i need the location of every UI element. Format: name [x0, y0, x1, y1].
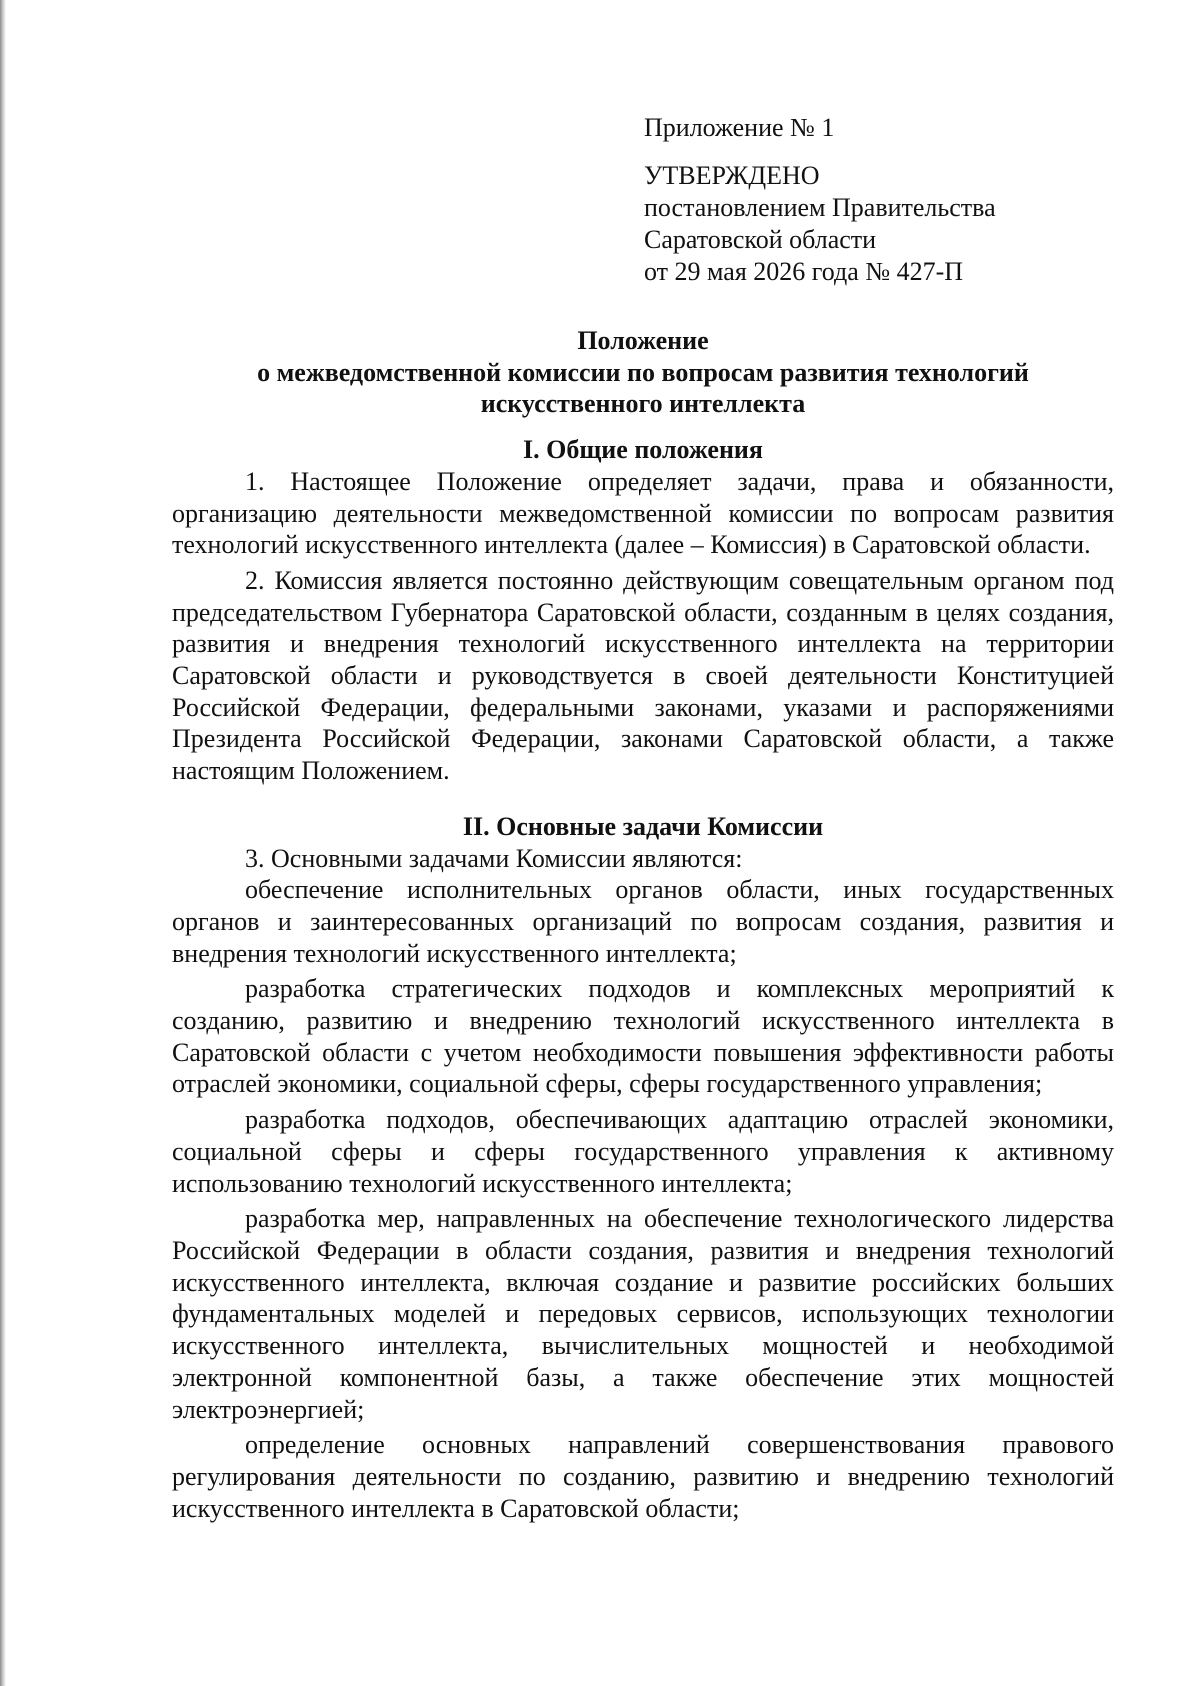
- scan-edge-shadow: [0, 0, 6, 1686]
- task-item-2: разработка стратегических подходов и комплексных мероприятий к созданию, развитию и внедрению технологий искусственного интеллекта в Саратовской области с учетом необходимости повышения эффективности работы отраслей экономики, социальной сферы, сферы государственного управления;: [172, 974, 1114, 1099]
- approval-stamp-block: [644, 112, 1104, 288]
- section-1-heading: I. Общие положения: [523, 435, 763, 465]
- document-body: [172, 325, 1114, 1524]
- title-line-2: о межведомственной комиссии по вопросам развития технологий: [257, 357, 1029, 387]
- title-line-3: искусственного интеллекта: [480, 389, 806, 419]
- title-line-1: Положение: [577, 326, 709, 355]
- document-title: [172, 325, 1114, 420]
- approval-line-1: постановлением Правительства: [644, 193, 996, 222]
- approval-line-2: Саратовской области: [644, 225, 877, 254]
- annex-number: Приложение № 1: [644, 113, 835, 142]
- section-2-heading: II. Основные задачи Комиссии: [462, 811, 824, 841]
- task-item-5: определение основных направлений совершенствования правового регулирования деятельности по созданию, развитию и внедрению технологий искусственного интеллекта в Саратовской области;: [172, 1430, 1114, 1523]
- paragraph-2: 2. Комиссия является постоянно действующим совещательным органом под председательством Губернатора Саратовской области, созданным в целях создания, развития и внедрения технологий искусственного интеллекта на территории Саратовской области и руководствуется в своей деятельности Конституцией Российской Федерации, федеральными законами, указами и распоряжениями Президента Российской Федерации, законами Саратовской области, а также настоящим Положением.: [172, 565, 1114, 786]
- approval-date-number: от 29 мая 2026 года № 427-П: [644, 257, 964, 286]
- paragraph-1: 1. Настоящее Положение определяет задачи, права и обязанности, организацию деятельности межведомственной комиссии по вопросам развития технологий искусственного интеллекта (далее – Комиссия) в Саратовской области.: [172, 466, 1114, 560]
- task-item-4: разработка мер, направленных на обеспечение технологического лидерства Российской Федерации в области создания, развития и внедрения технологий искусственного интеллекта, включая создание и развитие российских больших фундаментальных моделей и передовых сервисов, использующих технологии искусственного интеллекта, вычислительных мощностей и необходимой электронной компонентной базы, а также обеспечение этих мощностей электроэнергией;: [172, 1204, 1114, 1424]
- paragraph-3: 3. Основными задачами Комиссии являются:: [245, 843, 743, 873]
- task-item-1: обеспечение исполнительных органов области, иных государственных органов и заинтересованных организаций по вопросам создания, развития и внедрения технологий искусственного интеллекта;: [172, 875, 1114, 968]
- approved-label: УТВЕРЖДЕНО: [644, 161, 820, 190]
- task-item-3: разработка подходов, обеспечивающих адаптацию отраслей экономики, социальной сферы и сферы государственного управления к активному использованию технологий искусственного интеллекта;: [172, 1105, 1114, 1198]
